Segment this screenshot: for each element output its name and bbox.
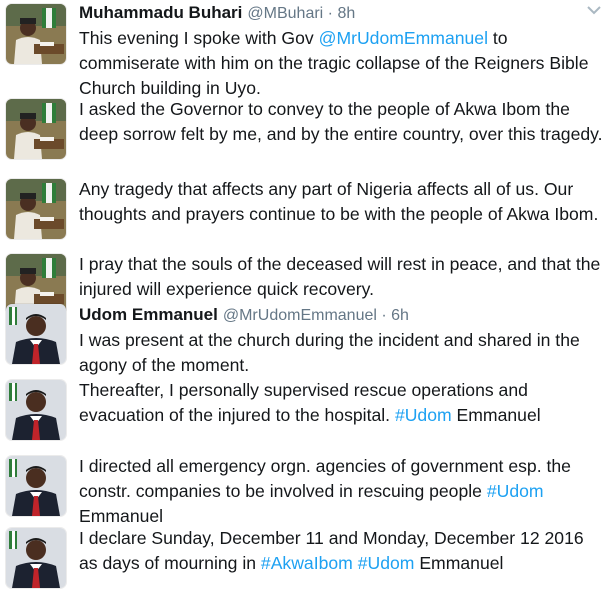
tweet-text: I pray that the souls of the deceased will rest in peace, and that the injured will experience quick recovery. bbox=[79, 254, 601, 299]
udom-avatar[interactable] bbox=[6, 304, 66, 364]
buhari-avatar[interactable] bbox=[6, 4, 66, 64]
hashtag-link[interactable]: #Udom bbox=[394, 405, 452, 425]
udom-avatar[interactable] bbox=[6, 380, 66, 440]
tweet-text: I directed all emergency orgn. agencies of government esp. the constr. companies to be involved in rescuing people #Udom Emmanuel bbox=[79, 456, 571, 526]
author-handle[interactable]: @MrUdomEmmanuel · 6h bbox=[222, 307, 409, 324]
udom-avatar[interactable] bbox=[6, 528, 66, 588]
tweet-time: 6h bbox=[391, 307, 409, 324]
hashtag-link[interactable]: #Udom bbox=[357, 553, 415, 573]
chevron-down-icon[interactable] bbox=[586, 4, 602, 16]
tweet-text: Any tragedy that affects any part of Nigeria affects all of us. Our thoughts and prayers continue to be with the people of Akwa Ibom. bbox=[79, 179, 599, 224]
tweet-header bbox=[79, 302, 604, 328]
tweet-text: I declare Sunday, December 11 and Monday, December 12 2016 as days of mourning in #AkwaIbom #Udom Emmanuel bbox=[79, 528, 584, 573]
tweet-text: I asked the Governor to convey to the people of Akwa Ibom the deep sorrow felt by me, and by the entire country, over this tragedy. bbox=[79, 99, 603, 144]
hashtag-link[interactable]: #Udom bbox=[486, 481, 544, 501]
tweet-text: Thereafter, I personally supervised rescue operations and evacuation of the injured to the hospital. #Udom Emmanuel bbox=[79, 380, 541, 425]
tweet-header bbox=[79, 0, 604, 26]
udom-avatar[interactable] bbox=[6, 456, 66, 516]
tweet-time: 8h bbox=[337, 5, 356, 22]
hashtag-link[interactable]: #AkwaIbom bbox=[260, 553, 353, 573]
tweet-text: This evening I spoke with Gov @MrUdomEmmanuel to commiserate with him on the tragic collapse of the Reigners Bible Church building in Uyo. bbox=[79, 28, 589, 98]
author-name[interactable]: Udom Emmanuel bbox=[79, 305, 218, 324]
mention-link[interactable]: @MrUdomEmmanuel bbox=[318, 28, 488, 48]
author-handle[interactable]: @MBuhari · 8h bbox=[247, 5, 356, 22]
buhari-avatar[interactable] bbox=[6, 99, 66, 159]
tweet-text: I was present at the church during the incident and shared in the agony of the moment. bbox=[79, 330, 580, 375]
author-name[interactable]: Muhammadu Buhari bbox=[79, 3, 243, 22]
buhari-avatar[interactable] bbox=[6, 179, 66, 239]
